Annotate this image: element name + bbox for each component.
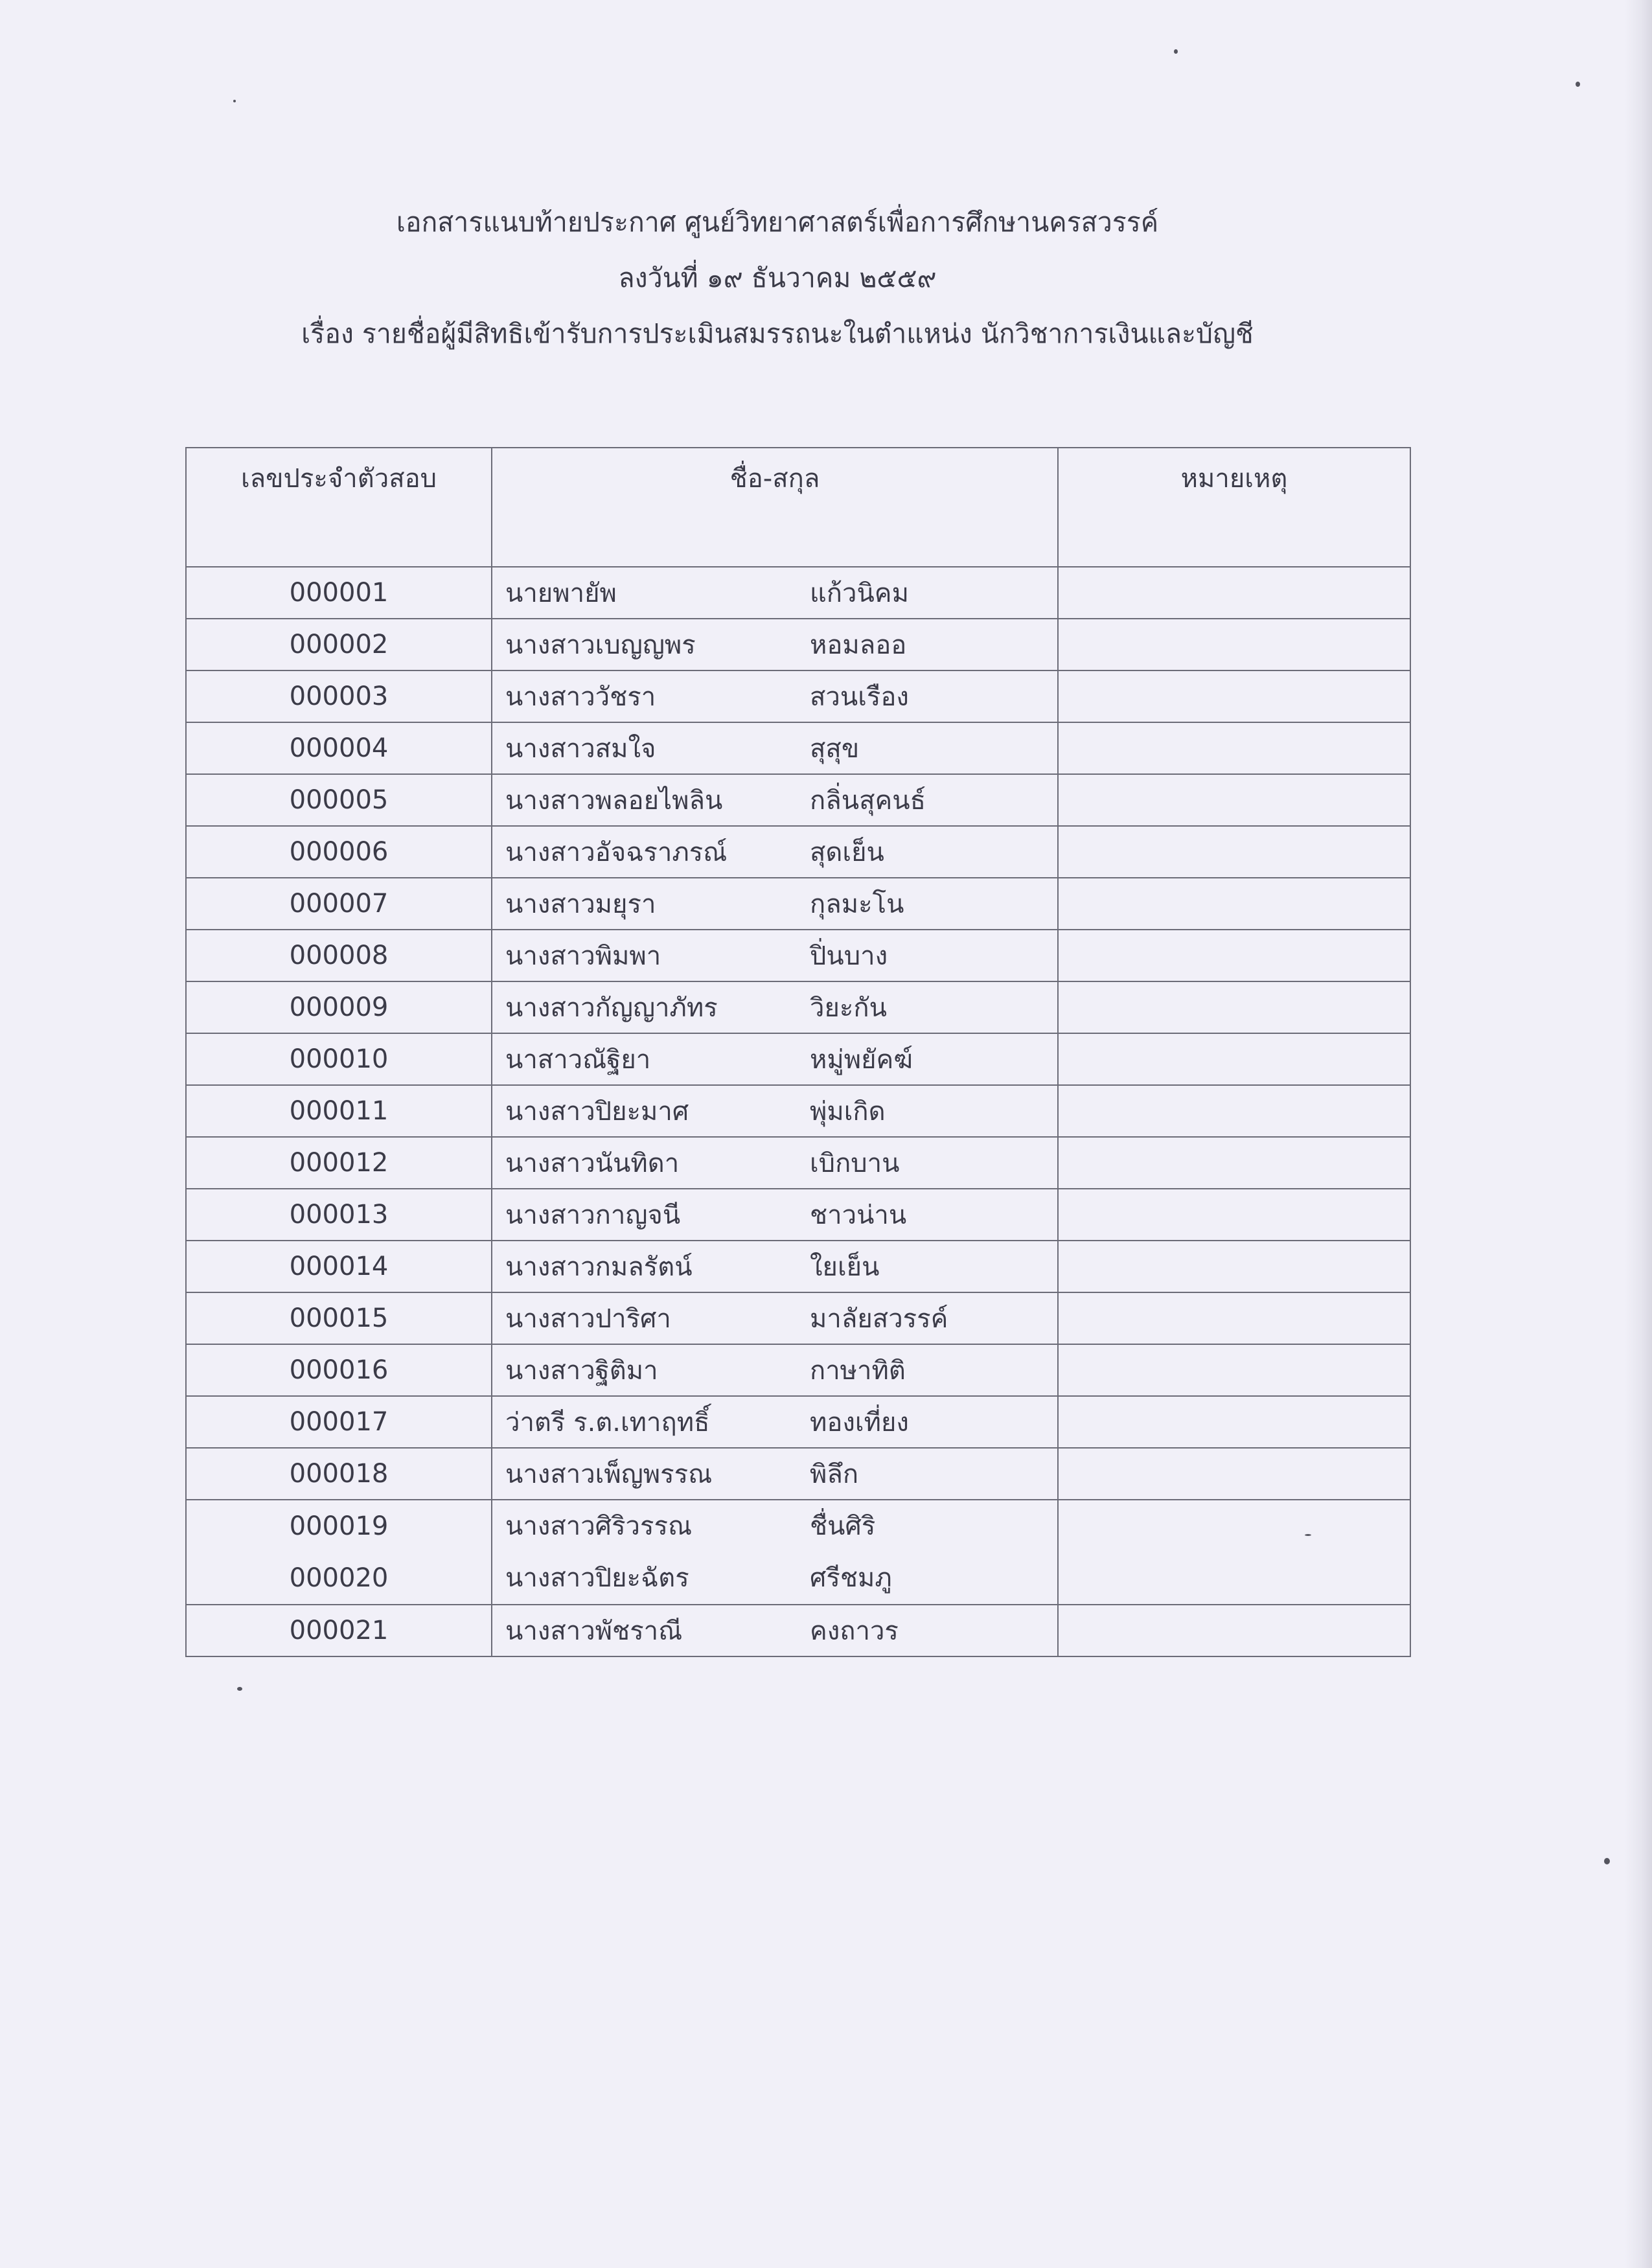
first-name: นางสาวปิยะฉัตร <box>505 1563 689 1593</box>
remark <box>1058 1189 1410 1241</box>
last-name: คงถาวร <box>810 1616 899 1646</box>
last-name: ใยเย็น <box>810 1252 880 1282</box>
last-name: เบิกบาน <box>810 1149 900 1178</box>
remark <box>1058 1500 1410 1605</box>
scan-speck <box>233 100 236 102</box>
full-name <box>492 722 1058 774</box>
exam-id-pair <box>186 1500 492 1605</box>
table-row <box>186 1292 1410 1344</box>
full-name <box>492 1085 1058 1137</box>
header-exam-id: เลขประจำตัวสอบ <box>186 448 492 567</box>
exam-id: 000011 <box>186 1085 492 1137</box>
last-name: ทองเที่ยง <box>810 1408 909 1438</box>
last-name: ชื่นศิริ <box>810 1511 876 1541</box>
exam-id: 000012 <box>186 1137 492 1189</box>
last-name: ชาวน่าน <box>810 1200 907 1230</box>
last-name: กลิ่นสุคนธ์ <box>810 786 926 816</box>
remark <box>1058 1448 1410 1500</box>
header-full-name: ชื่อ-สกุล <box>492 448 1058 567</box>
exam-id: 000006 <box>186 826 492 878</box>
table-row <box>186 1500 1410 1605</box>
remark <box>1058 878 1410 930</box>
table-row <box>186 1137 1410 1189</box>
header-line-subject: เรื่อง รายชื่อผู้มีสิทธิเข้ารับการประเมินสมรรถนะในตำแหน่ง นักวิชาการเงินและบัญชี <box>301 318 1254 349</box>
exam-id: 000002 <box>186 619 492 670</box>
last-name: พุ่มเกิด <box>810 1097 886 1127</box>
last-name: วิยะกัน <box>810 993 887 1023</box>
full-name <box>492 1292 1058 1344</box>
scan-speck <box>237 1687 242 1691</box>
exam-id: 000018 <box>186 1448 492 1500</box>
table-row <box>186 619 1410 670</box>
exam-id: 000003 <box>186 670 492 722</box>
full-name <box>492 774 1058 826</box>
last-name: หมู่พยัคฆ์ <box>810 1045 913 1075</box>
remark <box>1058 826 1410 878</box>
remark <box>1058 1605 1410 1656</box>
first-name: นางสาวนันทิดา <box>505 1149 680 1178</box>
scan-speck <box>1576 82 1580 87</box>
full-name <box>505 1552 1057 1604</box>
first-name: นายพายัพ <box>505 578 617 608</box>
last-name: สุสุข <box>810 734 860 764</box>
full-name <box>492 1033 1058 1085</box>
last-name: แก้วนิคม <box>810 578 909 608</box>
full-name <box>492 1448 1058 1500</box>
full-name <box>492 1189 1058 1241</box>
first-name: นางสาวอัจฉราภรณ์ <box>505 838 728 867</box>
first-name: นาสาวณัฐิยา <box>505 1045 651 1075</box>
remark <box>1058 1085 1410 1137</box>
first-name: นางสาวสมใจ <box>505 734 656 764</box>
remark <box>1058 619 1410 670</box>
last-name: พิลึก <box>810 1460 859 1489</box>
exam-id: 000016 <box>186 1344 492 1396</box>
remark <box>1058 774 1410 826</box>
last-name: สุดเย็น <box>810 838 884 867</box>
first-name: นางสาวพิมพา <box>505 941 661 971</box>
table-row <box>186 826 1410 878</box>
remark <box>1058 1241 1410 1292</box>
candidate-table <box>185 447 1411 1657</box>
full-name <box>492 1605 1058 1656</box>
exam-id: 000004 <box>186 722 492 774</box>
table-header-row <box>186 448 1410 567</box>
remark <box>1058 981 1410 1033</box>
exam-id: 000009 <box>186 981 492 1033</box>
first-name: นางสาวเพ็ญพรรณ <box>505 1460 713 1489</box>
remark <box>1058 1344 1410 1396</box>
table-row <box>186 1448 1410 1500</box>
full-name <box>505 1500 1057 1552</box>
scan-speck <box>1305 1534 1311 1536</box>
table-row <box>186 567 1410 619</box>
table-row <box>186 878 1410 930</box>
remark <box>1058 1292 1410 1344</box>
first-name: นางสาวปิยะมาศ <box>505 1097 689 1127</box>
first-name: ว่าตรี ร.ต.เทาฤทธิ์ <box>505 1408 710 1438</box>
full-name <box>492 930 1058 981</box>
exam-id: 000005 <box>186 774 492 826</box>
first-name: นางสาวศิริวรรณ <box>505 1511 693 1541</box>
header-line-date: ลงวันที่ ๑๙ ธันวาคม ๒๕๕๙ <box>618 262 937 293</box>
header-line-attachment: เอกสารแนบท้ายประกาศ ศูนย์วิทยาศาสตร์เพื่อการศึกษานครสวรรค์ <box>396 207 1159 238</box>
first-name: นางสาวกัญญาภัทร <box>505 993 718 1023</box>
table-row <box>186 1085 1410 1137</box>
document-header <box>0 194 1555 361</box>
exam-id: 000017 <box>186 1396 492 1448</box>
table-row <box>186 1033 1410 1085</box>
full-name <box>492 1344 1058 1396</box>
exam-id: 000001 <box>186 567 492 619</box>
exam-id: 000008 <box>186 930 492 981</box>
full-name <box>492 567 1058 619</box>
first-name: นางสาวปาริศา <box>505 1304 671 1334</box>
exam-id: 000019 <box>289 1511 389 1541</box>
full-name <box>492 826 1058 878</box>
last-name: มาลัยสวรรค์ <box>810 1304 948 1334</box>
remark <box>1058 1033 1410 1085</box>
remark <box>1058 567 1410 619</box>
table-row <box>186 1241 1410 1292</box>
exam-id: 000007 <box>186 878 492 930</box>
first-name: นางสาวพัชราณี <box>505 1616 683 1646</box>
full-name <box>492 1396 1058 1448</box>
scan-edge-shadow <box>1625 0 1652 2268</box>
table-row <box>186 1605 1410 1656</box>
last-name: ศรีชมภู <box>810 1563 892 1593</box>
exam-id: 000013 <box>186 1189 492 1241</box>
first-name: นางสาวพลอยไพลิน <box>505 786 723 816</box>
exam-id: 000015 <box>186 1292 492 1344</box>
last-name: สวนเรือง <box>810 682 909 712</box>
first-name: นางสาวฐิติมา <box>505 1356 658 1386</box>
remark <box>1058 1396 1410 1448</box>
full-name <box>492 1137 1058 1189</box>
table-row <box>186 670 1410 722</box>
first-name: นางสาวเบญญพร <box>505 630 696 660</box>
remark <box>1058 930 1410 981</box>
scan-speck <box>1604 1858 1610 1864</box>
exam-id: 000010 <box>186 1033 492 1085</box>
last-name: ปิ่นบาง <box>810 941 888 971</box>
full-name <box>492 981 1058 1033</box>
remark <box>1058 1137 1410 1189</box>
table-row <box>186 722 1410 774</box>
table-row <box>186 1189 1410 1241</box>
full-name <box>492 878 1058 930</box>
table-row <box>186 1344 1410 1396</box>
full-name <box>492 670 1058 722</box>
exam-id: 000021 <box>186 1605 492 1656</box>
table-row <box>186 981 1410 1033</box>
table-row <box>186 1396 1410 1448</box>
first-name: นางสาวกมลรัตน์ <box>505 1252 693 1282</box>
scan-speck <box>1174 49 1178 54</box>
first-name: นางสาววัชรา <box>505 682 656 712</box>
last-name: กาษาทิติ <box>810 1356 906 1386</box>
exam-id: 000020 <box>289 1563 389 1593</box>
full-name <box>492 1241 1058 1292</box>
first-name: นางสาวกาญจนี <box>505 1200 681 1230</box>
remark <box>1058 722 1410 774</box>
last-name: หอมลออ <box>810 630 907 660</box>
full-name-pair <box>492 1500 1058 1605</box>
full-name <box>492 619 1058 670</box>
last-name: กุลมะโน <box>810 889 904 919</box>
remark <box>1058 670 1410 722</box>
exam-id: 000014 <box>186 1241 492 1292</box>
header-remark: หมายเหตุ <box>1058 448 1410 567</box>
table-row <box>186 930 1410 981</box>
first-name: นางสาวมยุรา <box>505 889 656 919</box>
table-row <box>186 774 1410 826</box>
